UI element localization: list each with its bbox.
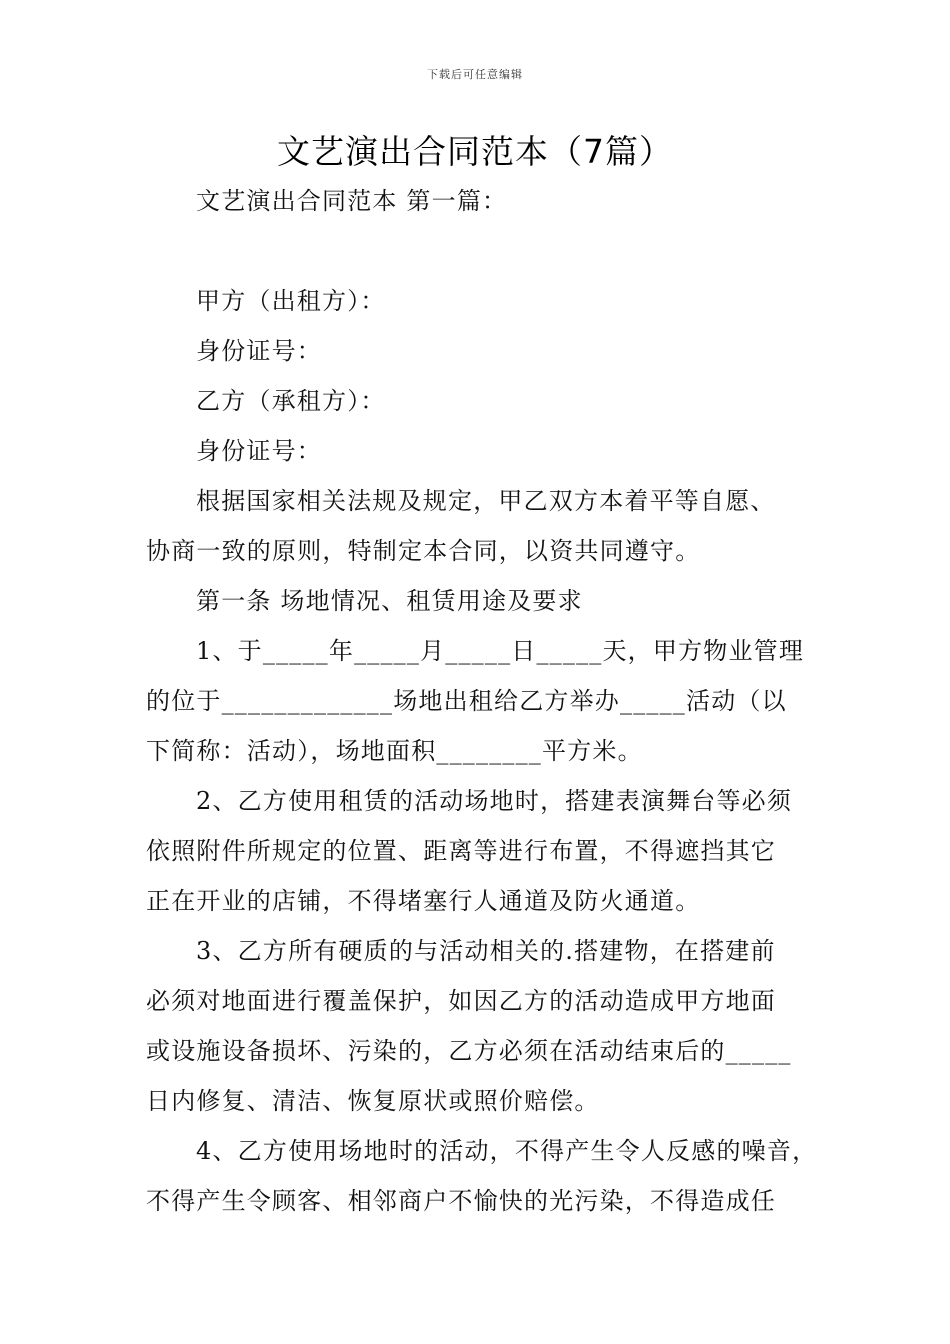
article-heading: 第一条 场地情况、租赁用途及要求	[196, 587, 583, 615]
paragraph-line: 不得产生令顾客、相邻商户不愉快的光污染，不得造成任	[146, 1187, 776, 1215]
paragraph-line: 依照附件所规定的位置、距离等进行布置，不得遮挡其它	[146, 837, 776, 865]
paragraph-line: 下简称：活动），场地面积________平方米。	[146, 737, 643, 765]
paragraph-line: 日内修复、清洁、恢复原状或照价赔偿。	[146, 1087, 600, 1115]
paragraph-line: 必须对地面进行覆盖保护，如因乙方的活动造成甲方地面	[146, 987, 776, 1015]
paragraph-line: 2、乙方使用租赁的活动场地时，搭建表演舞台等必须	[196, 787, 793, 815]
paragraph-line: 的位于_____________场地出租给乙方举办_____活动（以	[146, 687, 787, 715]
paragraph-line: 3、乙方所有硬质的与活动相关的.搭建物，在搭建前	[196, 937, 776, 965]
section-heading: 文艺演出合同范本 第一篇：	[196, 187, 508, 215]
paragraph-line: 4、乙方使用场地时的活动，不得产生令人反感的噪音，	[196, 1137, 818, 1165]
party-b-label: 乙方（承租方）：	[196, 387, 386, 415]
paragraph-line: 协商一致的原则，特制定本合同，以资共同遵守。	[146, 537, 701, 565]
paragraph-line: 根据国家相关法规及规定，甲乙双方本着平等自愿、	[196, 487, 776, 515]
party-b-id-label: 身份证号：	[196, 437, 322, 465]
party-a-label: 甲方（出租方）：	[196, 287, 386, 315]
header-note: 下载后可任意编辑	[427, 68, 523, 81]
party-a-id-label: 身份证号：	[196, 337, 322, 365]
document-title: 文艺演出合同范本（7篇）	[277, 132, 673, 171]
paragraph-line: 正在开业的店铺，不得堵塞行人通道及防火通道。	[146, 887, 701, 915]
paragraph-line: 1、于_____年_____月_____日_____天，甲方物业管理	[196, 637, 805, 665]
paragraph-line: 或设施设备损坏、污染的，乙方必须在活动结束后的_____	[146, 1037, 792, 1065]
